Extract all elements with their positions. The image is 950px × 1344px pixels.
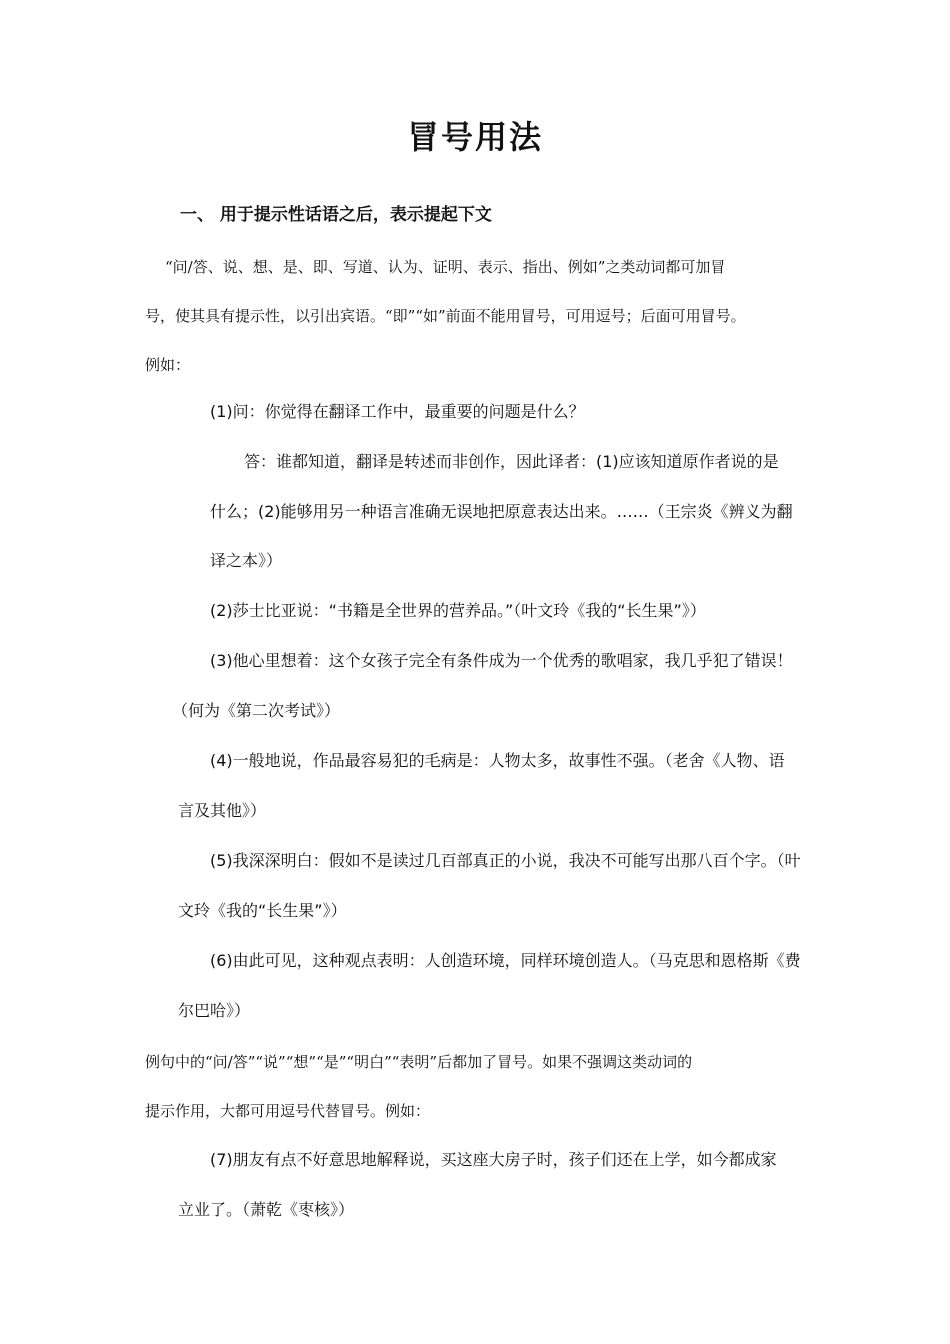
example-1-answer-line-1: 答：谁都知道，翻译是转述而非创作，因此译者：(1)应该知道原作者说的是 — [244, 452, 779, 471]
example-4-line-1: (4)一般地说，作品最容易犯的毛病是：人物太多，故事性不强。（老舍《人物、语 — [210, 751, 785, 770]
example-5-line-2: 文玲《我的“长生果”》） — [178, 901, 347, 920]
example-7-line-1: (7)朋友有点不好意思地解释说，买这座大房子时，孩子们还在上学，如今都成家 — [210, 1150, 777, 1169]
intro-line-1: “问/答、说、想、是、即、写道、认为、证明、表示、指出、例如”之类动词都可加冒 — [165, 258, 726, 276]
example-2: (2)莎士比亚说：“书籍是全世界的营养品。”（叶文玲《我的“长生果”》） — [210, 601, 706, 620]
example-6-line-2: 尔巴哈》） — [178, 1001, 251, 1020]
note-line-2: 提示作用，大都可用逗号代替冒号。例如： — [145, 1102, 431, 1120]
example-1-answer-line-2: 什么；(2)能够用另一种语言准确无误地把原意表达出来。……（王宗炎《辨义为翻 — [210, 502, 793, 521]
page-title: 冒号用法 — [406, 118, 543, 156]
intro-line-3: 例如： — [145, 356, 191, 374]
section-heading: 一、 用于提示性话语之后，表示提起下文 — [180, 205, 492, 225]
note-line-1: 例句中的“问/答”“说”“想”“是”“明白”“表明”后都加了冒号。如果不强调这类动词的 — [145, 1053, 693, 1071]
example-6-line-1: (6)由此可见，这种观点表明：人创造环境，同样环境创造人。（马克思和恩格斯《费 — [210, 951, 801, 970]
example-3-line-1: (3)他心里想着：这个女孩子完全有条件成为一个优秀的歌唱家，我几乎犯了错误！ — [210, 651, 793, 670]
intro-line-2: 号，使其具有提示性，以引出宾语。“即”“如”前面不能用冒号，可用逗号；后面可用冒号。 — [145, 307, 746, 325]
example-4-line-2: 言及其他》） — [178, 801, 267, 820]
example-7-line-2: 立业了。（萧乾《枣核》） — [178, 1200, 355, 1219]
example-3-line-2: （何为《第二次考试》） — [172, 701, 341, 720]
example-1-question: (1)问：你觉得在翻译工作中，最重要的问题是什么？ — [210, 402, 585, 421]
example-1-answer-line-3: 译之本》） — [210, 551, 283, 570]
example-5-line-1: (5)我深深明白：假如不是读过几百部真正的小说，我决不可能写出那八百个字。（叶 — [210, 851, 801, 870]
